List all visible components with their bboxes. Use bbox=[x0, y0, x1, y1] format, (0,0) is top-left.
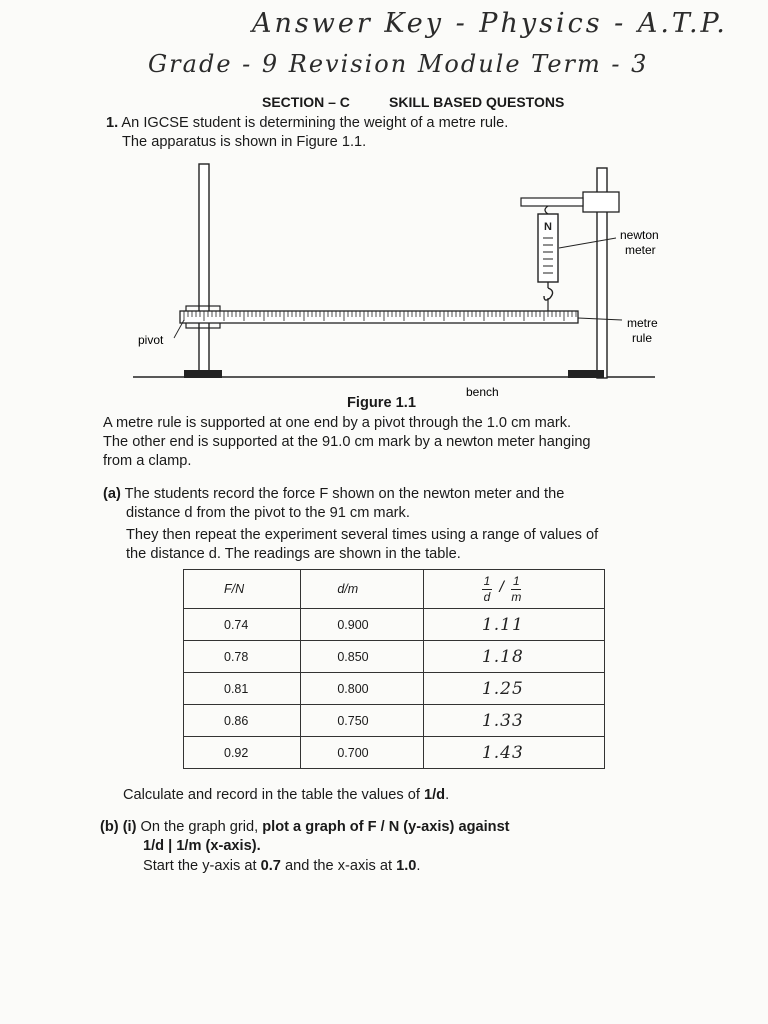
part-b-line2: 1/d | 1/m (x-axis). bbox=[143, 838, 261, 854]
fraction-1-over-m: $\frac{1}{m}$ bbox=[511, 573, 522, 604]
question-1-text: An IGCSE student is determining the weight of a metre rule. bbox=[121, 115, 509, 131]
clamp-arm bbox=[521, 198, 583, 206]
figure-caption: Figure 1.1 bbox=[347, 395, 416, 411]
description-line1: A metre rule is supported at one end by a pivot through the 1.0 cm mark. bbox=[103, 415, 572, 431]
header-force: F/N bbox=[184, 570, 301, 609]
part-a-line1 bbox=[103, 485, 564, 505]
label-metre: metre bbox=[627, 316, 658, 330]
label-bench: bench bbox=[466, 385, 499, 399]
table-row bbox=[184, 673, 605, 705]
cell-distance: 0.900 bbox=[301, 609, 424, 641]
part-b-line1: (b) (i) On the graph grid, plot a graph of F / N (y-axis) against bbox=[100, 819, 510, 835]
cell-force: 0.78 bbox=[184, 641, 301, 673]
cell-distance: 0.700 bbox=[301, 737, 424, 769]
right-stand-base bbox=[568, 370, 604, 378]
question-1-line1 bbox=[106, 114, 508, 134]
part-b-tag: (b) (i) bbox=[100, 819, 137, 835]
fraction-1-over-d: $\frac{1}{d}$ bbox=[483, 573, 491, 604]
left-stand-base bbox=[184, 370, 222, 378]
description-line2: The other end is supported at the 91.0 cm mark by a newton meter hanging bbox=[103, 434, 591, 450]
cell-inverse-handwritten: 1.43 bbox=[423, 737, 604, 769]
description-line3: from a clamp. bbox=[103, 453, 192, 469]
part-a-tag: (a) bbox=[103, 486, 121, 502]
part-a-line4: the distance d. The readings are shown in the table. bbox=[126, 546, 461, 562]
table-row bbox=[184, 609, 605, 641]
question-number: 1. bbox=[106, 115, 119, 131]
part-a-line2: distance d from the pivot to the 91 cm mark. bbox=[126, 505, 410, 521]
apparatus-figure bbox=[0, 150, 768, 410]
cell-force: 0.86 bbox=[184, 705, 301, 737]
table-header-row bbox=[184, 570, 605, 609]
cell-inverse-handwritten: 1.18 bbox=[423, 641, 604, 673]
section-title: SKILL BASED QUESTONS bbox=[389, 94, 565, 110]
table-row bbox=[184, 641, 605, 673]
header-inverse: $\frac{1}{d}$ / $\frac{1}{m}$ bbox=[423, 570, 604, 609]
left-stand-rod bbox=[199, 164, 209, 376]
section-label: SECTION – C bbox=[262, 94, 350, 110]
label-meter: meter bbox=[625, 243, 656, 257]
question-1-line2: The apparatus is shown in Figure 1.1. bbox=[122, 134, 367, 150]
cell-inverse-handwritten: 1.25 bbox=[423, 673, 604, 705]
cell-force: 0.92 bbox=[184, 737, 301, 769]
header-distance: d/m bbox=[301, 570, 424, 609]
part-a-text: The students record the force F shown on the newton meter and the bbox=[124, 486, 565, 502]
cell-inverse-handwritten: 1.11 bbox=[423, 609, 604, 641]
cell-distance: 0.850 bbox=[301, 641, 424, 673]
cell-force: 0.74 bbox=[184, 609, 301, 641]
cell-distance: 0.800 bbox=[301, 673, 424, 705]
table-row bbox=[184, 705, 605, 737]
pivot-leader bbox=[174, 320, 184, 338]
label-pivot: pivot bbox=[138, 333, 164, 347]
label-rule: rule bbox=[632, 331, 653, 345]
cell-force: 0.81 bbox=[184, 673, 301, 705]
clamp-boss bbox=[583, 192, 619, 212]
cell-inverse-handwritten: 1.33 bbox=[423, 705, 604, 737]
cell-distance: 0.750 bbox=[301, 705, 424, 737]
part-b-line3: Start the y-axis at 0.7 and the x-axis at 1.0. bbox=[143, 858, 421, 874]
handwritten-title: Answer Key - Physics - A.T.P. bbox=[252, 8, 728, 39]
table-row bbox=[184, 737, 605, 769]
handwritten-subtitle: Grade - 9 Revision Module Term - 3 bbox=[148, 50, 649, 78]
readings-table bbox=[183, 569, 605, 769]
label-newton: newton bbox=[620, 228, 659, 242]
part-a-line3: They then repeat the experiment several times using a range of values of bbox=[126, 527, 599, 543]
calculate-instruction: Calculate and record in the table the values of 1/d. bbox=[123, 787, 450, 803]
meter-unit-label: N bbox=[544, 221, 552, 233]
